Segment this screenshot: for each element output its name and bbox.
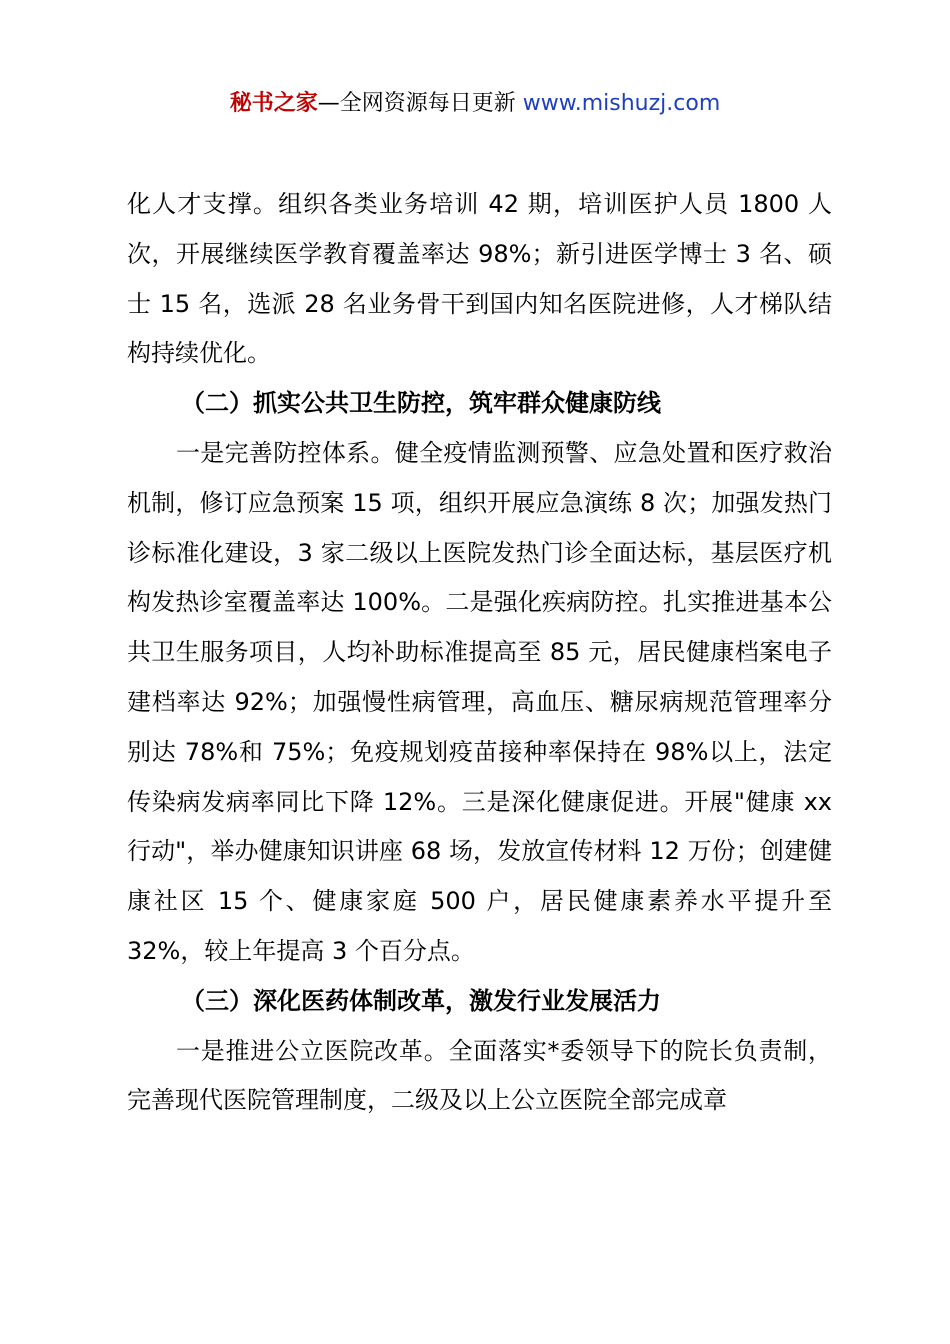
brand-name: 秘书之家 — [229, 91, 318, 116]
header-tagline: —全网资源每日更新 — [317, 91, 516, 116]
site-header — [0, 88, 950, 120]
paragraph-talent: 化人才支撑。组织各类业务培训 42 期，培训医护人员 1800 人次，开展继续医学教育覆盖率达 98%；新引进医学博士 3 名、硕士 15 名，选派 28 名业务骨干到国内知名医院进修，人才梯队结构持续优化。 — [127, 190, 832, 368]
site-url-link[interactable]: www.mishuzj.com — [522, 91, 721, 116]
paragraph-medical-reform: 一是推进公立医院改革。全面落实*委领导下的院长负责制，完善现代医院管理制度，二级及以上公立医院全部完成章 — [127, 1036, 832, 1115]
document-body — [127, 180, 832, 1126]
section-heading-public-health: （二）抓实公共卫生防控，筑牢群众健康防线 — [181, 389, 661, 418]
paragraph-public-health: 一是完善防控体系。健全疫情监测预警、应急处置和医疗救治机制，修订应急预案 15 项，组织开展应急演练 8 次；加强发热门诊标准化建设，3 家二级以上医院发热门诊全面达标，基层医疗机构发热诊室覆盖率达 100%。二是强化疾病防控。扎实推进基本公共卫生服务项目，人均补助标准提高至 85 元，居民健康档案电子建档率达 92%；加强慢性病管理，高血压、糖尿病规范管理率分别达 78%和 75%；免疫规划疫苗接种率保持在 98%以上，法定传染病发病率同比下降 12%。三是深化健康促进。开展"健康 xx 行动"，举办健康知识讲座 68 场，发放宣传材料 12 万份；创建健康社区 15 个、健康家庭 500 户，居民健康素养水平提升至 32%，较上年提高 3 个百分点。 — [127, 438, 832, 965]
section-heading-medical-reform: （三）深化医药体制改革，激发行业发展活力 — [181, 986, 661, 1015]
